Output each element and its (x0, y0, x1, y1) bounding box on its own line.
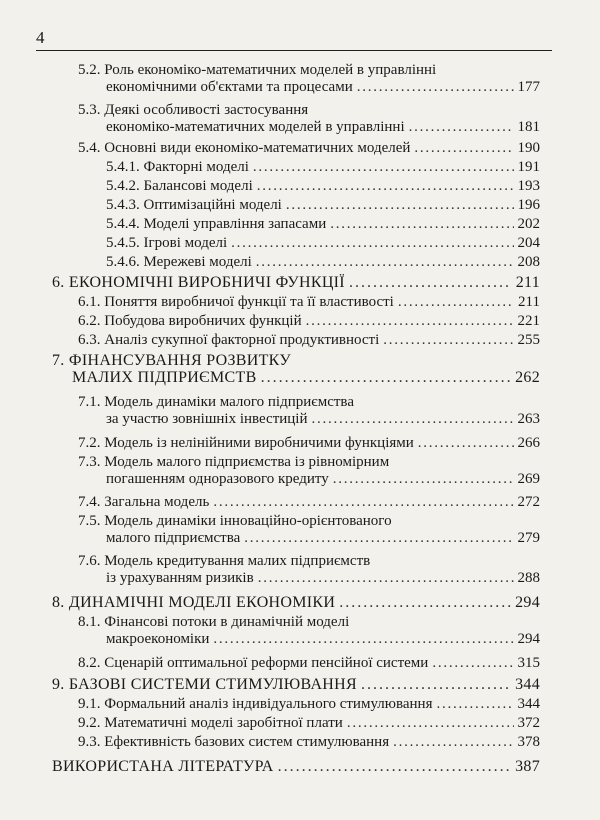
toc-line (106, 197, 540, 214)
toc-entry-title: МАЛИХ ПІДПРИЄМСТВ (72, 369, 257, 386)
toc-line (78, 631, 540, 648)
toc-entry-title: погашенням одноразового кредиту (106, 471, 329, 487)
toc-page-number: 272 (517, 494, 540, 510)
toc-entry-title: 7.5. Модель динаміки інноваційно-орієнтованого (78, 513, 392, 529)
toc-page-number: 263 (517, 411, 540, 427)
toc-entry (78, 454, 540, 488)
toc-page-number: 211 (515, 274, 540, 291)
toc-entry-title: 9.1. Формальний аналіз індивідуального стимулювання (78, 696, 433, 712)
toc-entry (78, 494, 540, 511)
toc-entry-title: 7.2. Модель із нелінійними виробничими функціями (78, 435, 414, 451)
toc-page-number: 294 (517, 631, 540, 647)
toc-page-number: 344 (515, 676, 540, 693)
toc-entry-title: 5.3. Деякі особливості застосування (78, 102, 309, 118)
toc-entry-title: 9.3. Ефективність базових систем стимулювання (78, 734, 390, 750)
dot-leader (357, 79, 514, 96)
dot-leader (409, 119, 514, 136)
toc-entry (52, 274, 540, 291)
toc-page-number: 191 (517, 159, 540, 175)
toc-entry-title: 5.4.3. Оптимізаційні моделі (106, 197, 282, 213)
toc-page-number: 294 (515, 594, 540, 611)
dot-leader (347, 715, 514, 732)
toc-entry-title: 5.4.6. Мережеві моделі (106, 254, 252, 270)
toc-page-number: 204 (517, 235, 540, 251)
toc-line (78, 79, 540, 96)
toc-entry-title: малого підприємства (106, 530, 241, 546)
dot-leader (286, 197, 514, 214)
toc-entry-title: 9. БАЗОВІ СИСТЕМИ СТИМУЛЮВАННЯ (52, 676, 357, 693)
toc-line (78, 734, 540, 751)
toc-entry-title: 5.2. Роль економіко-математичних моделей в управлінні (78, 62, 437, 78)
dot-leader (244, 530, 513, 547)
dot-leader (257, 178, 514, 195)
dot-leader (253, 159, 514, 176)
toc-entry-title: макроекономіки (106, 631, 210, 647)
toc-page-number: 279 (517, 530, 540, 546)
dot-leader (333, 471, 514, 488)
toc-line (78, 140, 540, 157)
dot-leader (213, 631, 513, 648)
toc-page-number: 315 (517, 655, 540, 671)
toc-line (78, 294, 540, 311)
toc-entry (106, 197, 540, 214)
toc-entry (106, 178, 540, 195)
toc-entry-title: 5.4.4. Моделі управління запасами (106, 216, 327, 232)
toc-page-number: 344 (517, 696, 540, 712)
toc-entry-title: економічними об'єктами та процесами (106, 79, 353, 95)
dot-leader (393, 734, 513, 751)
toc-page-number: 372 (517, 715, 540, 731)
toc-entry-title: 8.1. Фінансові потоки в динамічній моделі (78, 614, 350, 630)
toc-page-number: 181 (517, 119, 540, 135)
toc-entry (78, 553, 540, 587)
toc-line (52, 676, 540, 693)
toc-line (78, 471, 540, 488)
toc-entry-title: 7.6. Модель кредитування малих підприємств (78, 553, 371, 569)
dot-leader (349, 274, 512, 291)
toc-entry (52, 676, 540, 693)
toc-line (78, 435, 540, 452)
dot-leader (361, 676, 511, 693)
toc-entry (106, 235, 540, 252)
dot-leader (414, 140, 513, 157)
toc-line (78, 530, 540, 547)
toc-line (52, 758, 540, 775)
toc-entry-title: 7.4. Загальна модель (78, 494, 210, 510)
toc-line (106, 235, 540, 252)
dot-leader (278, 758, 511, 775)
toc-entry-title: 7. ФІНАНСУВАННЯ РОЗВИТКУ (52, 352, 291, 369)
dot-leader (437, 696, 514, 713)
toc-line (78, 655, 540, 672)
toc-entry (78, 394, 540, 428)
toc-entry-title: 5.4.1. Факторні моделі (106, 159, 249, 175)
toc-line (106, 216, 540, 233)
toc-entry-title: із урахуванням ризиків (106, 570, 254, 586)
toc-page-number: 208 (517, 254, 540, 270)
toc-entry-title: 6.1. Поняття виробничої функції та її властивості (78, 294, 394, 310)
dot-leader (330, 216, 513, 233)
toc-page-number: 190 (517, 140, 540, 156)
toc-line (78, 332, 540, 349)
toc-line (78, 119, 540, 136)
toc-entry (78, 715, 540, 732)
toc-line (52, 369, 540, 386)
dot-leader (383, 332, 513, 349)
toc-entry (78, 332, 540, 349)
dot-leader (339, 594, 511, 611)
toc-line (78, 696, 540, 713)
toc-entry (78, 734, 540, 751)
dot-leader (418, 435, 514, 452)
toc-entry (52, 758, 540, 775)
toc-entry (78, 513, 540, 547)
toc-line (106, 254, 540, 271)
toc-entry-title: 5.4.2. Балансові моделі (106, 178, 253, 194)
dot-leader (231, 235, 513, 252)
toc-entry-title: 6. ЕКОНОМІЧНІ ВИРОБНИЧІ ФУНКЦІЇ (52, 274, 345, 291)
toc-page-number: 266 (517, 435, 540, 451)
toc-line (78, 411, 540, 428)
toc-page-number: 177 (517, 79, 540, 95)
toc-entry (78, 62, 540, 96)
toc-page-number: 211 (518, 294, 540, 310)
toc-entry (106, 216, 540, 233)
toc-page-number: 221 (517, 313, 540, 329)
toc-entry (52, 594, 540, 611)
dot-leader (213, 494, 513, 511)
dot-leader (312, 411, 514, 428)
toc-line (52, 274, 540, 291)
toc-page-number: 193 (517, 178, 540, 194)
toc-entry (78, 696, 540, 713)
toc-entry-title: 7.1. Модель динаміки малого підприємства (78, 394, 354, 410)
toc-entry (78, 655, 540, 672)
toc-entry (78, 102, 540, 136)
toc-line (78, 715, 540, 732)
toc-page-number: 288 (517, 570, 540, 586)
toc-entry-title: ВИКОРИСТАНА ЛІТЕРАТУРА (52, 758, 274, 775)
toc-entry-title: 6.2. Побудова виробничих функцій (78, 313, 302, 329)
toc-entry-title: 9.2. Математичні моделі заробітної плати (78, 715, 343, 731)
toc-page-number: 255 (517, 332, 540, 348)
toc-entry-title: 5.4. Основні види економіко-математичних моделей (78, 140, 411, 156)
toc-entry-title: 7.3. Модель малого підприємства із рівномірним (78, 454, 390, 470)
header-rule (36, 50, 552, 51)
toc-page-number: 387 (515, 758, 540, 775)
dot-leader (306, 313, 514, 330)
toc-entry-title: 5.4.5. Ігрові моделі (106, 235, 228, 251)
toc-line (52, 594, 540, 611)
toc-page-number: 262 (515, 369, 540, 386)
toc-line (78, 570, 540, 587)
toc-entry (106, 254, 540, 271)
toc-entry (78, 435, 540, 452)
toc-entry (78, 313, 540, 330)
toc-entry-title: 6.3. Аналіз сукупної факторної продуктивності (78, 332, 380, 348)
page-number: 4 (36, 28, 45, 47)
toc-page-number: 269 (517, 471, 540, 487)
toc-entry-title: 8. ДИНАМІЧНІ МОДЕЛІ ЕКОНОМІКИ (52, 594, 336, 611)
toc-page-number: 196 (517, 197, 540, 213)
toc-page-number: 378 (517, 734, 540, 750)
dot-leader (261, 369, 512, 386)
dot-leader (432, 655, 513, 672)
toc-entry (78, 294, 540, 311)
dot-leader (398, 294, 514, 311)
toc-entry-title: 8.2. Сценарій оптимальної реформи пенсійної системи (78, 655, 429, 671)
toc-entry-title: економіко-математичних моделей в управлінні (106, 119, 405, 135)
dot-leader (258, 570, 514, 587)
toc-line (106, 159, 540, 176)
toc-entry (52, 352, 540, 386)
toc-page-number: 202 (517, 216, 540, 232)
toc-entry (78, 614, 540, 648)
toc-entry (78, 140, 540, 157)
toc-line (78, 494, 540, 511)
dot-leader (256, 254, 514, 271)
toc-line (106, 178, 540, 195)
toc-entry-title: за участю зовнішніх інвестицій (106, 411, 308, 427)
toc-line (78, 313, 540, 330)
toc-entry (106, 159, 540, 176)
